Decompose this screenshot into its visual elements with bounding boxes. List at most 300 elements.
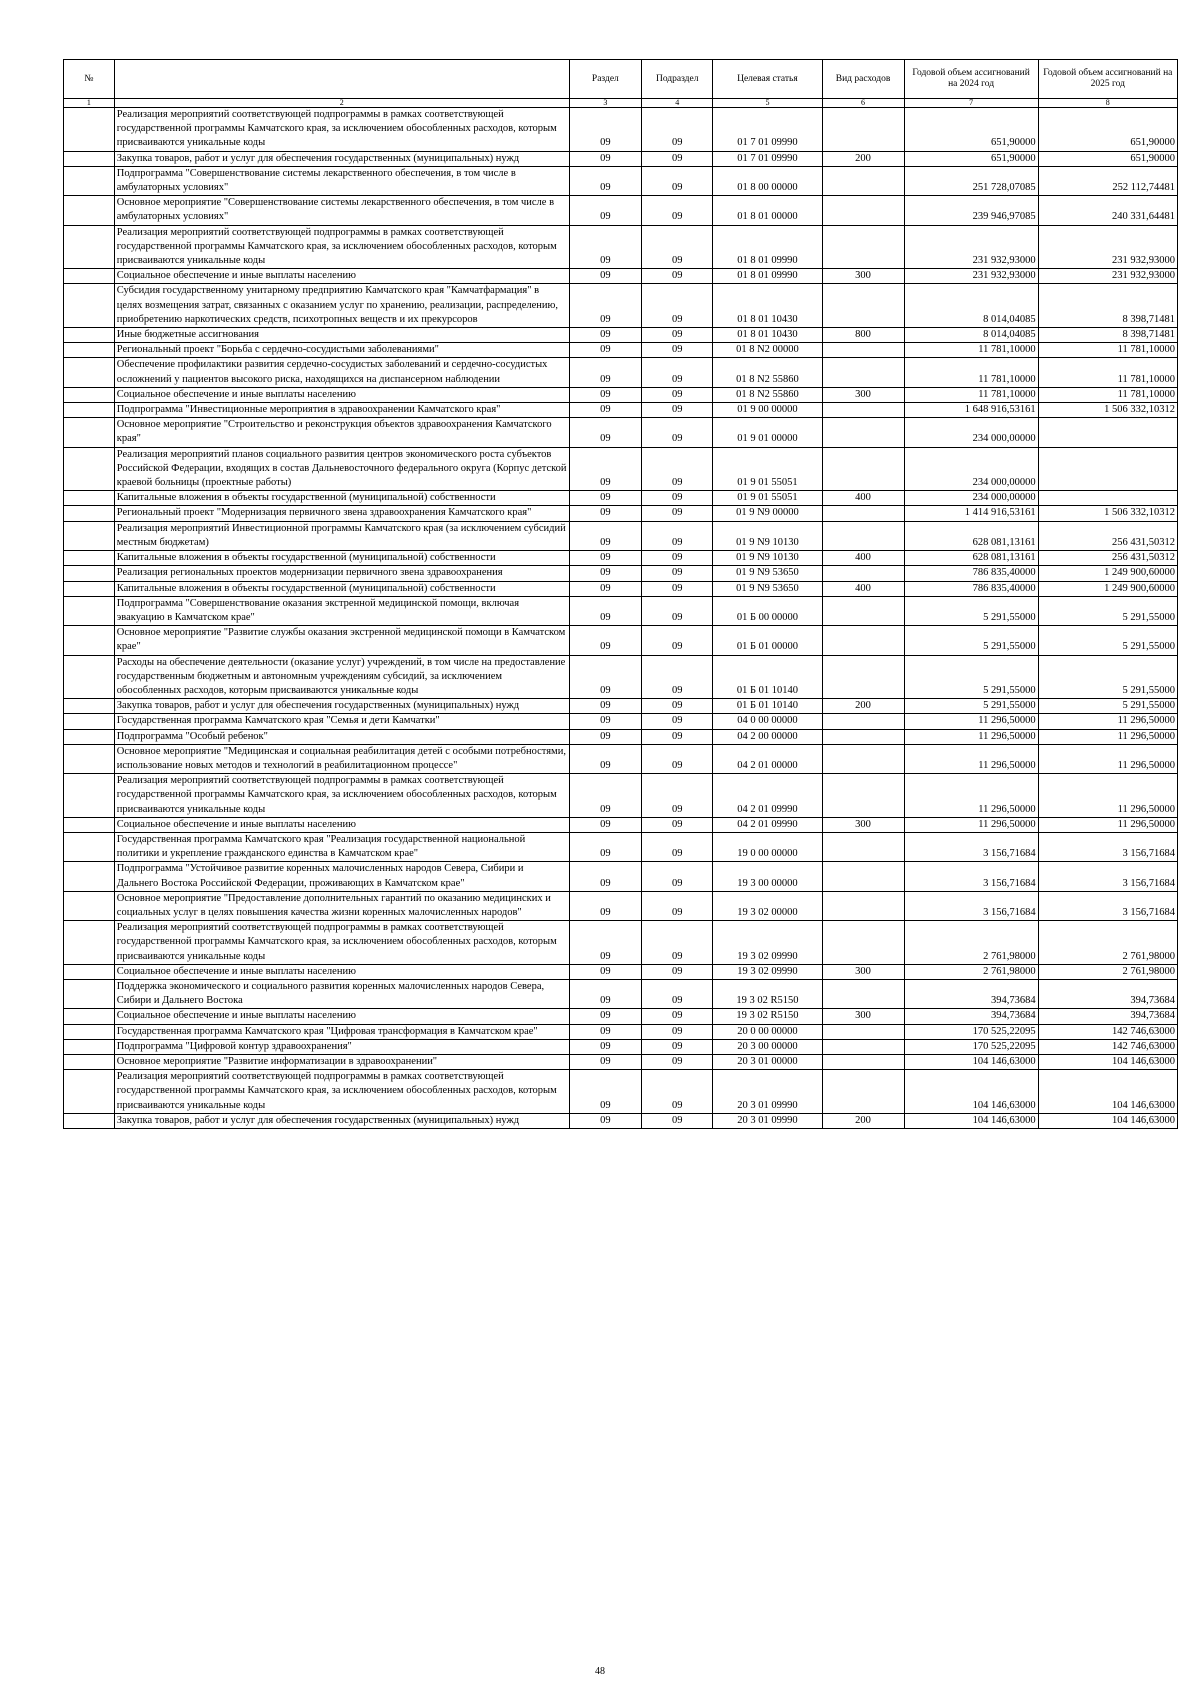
- row-target-article: 01 8 01 00000: [713, 196, 822, 225]
- row-volume-2024: 11 781,10000: [904, 343, 1038, 358]
- row-target-article: 04 2 01 09990: [713, 774, 822, 818]
- row-volume-2024: 11 781,10000: [904, 387, 1038, 402]
- table-row: [64, 1009, 1178, 1024]
- row-volume-2024: 234 000,00000: [904, 418, 1038, 447]
- row-number: [64, 491, 115, 506]
- row-name: Реализация мероприятий соответствующей подпрограммы в рамках соответствующей государственной программы Камчатского края, за исключением обособленных расходов, которым присваиваются уникальные коды: [114, 774, 569, 818]
- budget-table: [63, 59, 1178, 1129]
- row-razdel: 09: [569, 284, 641, 328]
- table-row: [64, 418, 1178, 447]
- row-volume-2025: 8 398,71481: [1038, 284, 1177, 328]
- row-volume-2024: 5 291,55000: [904, 699, 1038, 714]
- row-number: [64, 744, 115, 773]
- row-podrazdel: 09: [642, 387, 713, 402]
- table-row: [64, 151, 1178, 166]
- row-volume-2024: 11 296,50000: [904, 744, 1038, 773]
- table-row: [64, 774, 1178, 818]
- row-volume-2024: 11 296,50000: [904, 714, 1038, 729]
- row-expense-type: 300: [822, 269, 904, 284]
- row-expense-type: [822, 403, 904, 418]
- row-podrazdel: 09: [642, 832, 713, 861]
- row-name: Основное мероприятие "Развитие информатизации в здравоохранении": [114, 1055, 569, 1070]
- row-name: Подпрограмма "Цифровой контур здравоохранения": [114, 1039, 569, 1054]
- table-row: [64, 699, 1178, 714]
- table-row: [64, 979, 1178, 1008]
- row-razdel: 09: [569, 196, 641, 225]
- row-razdel: 09: [569, 1009, 641, 1024]
- row-razdel: 09: [569, 166, 641, 195]
- row-expense-type: 200: [822, 1113, 904, 1128]
- row-volume-2024: 1 648 916,53161: [904, 403, 1038, 418]
- row-podrazdel: 09: [642, 521, 713, 550]
- row-razdel: 09: [569, 225, 641, 269]
- row-podrazdel: 09: [642, 566, 713, 581]
- row-volume-2024: 628 081,13161: [904, 551, 1038, 566]
- row-number: [64, 581, 115, 596]
- row-target-article: 01 Б 01 10140: [713, 655, 822, 699]
- row-volume-2024: 234 000,00000: [904, 491, 1038, 506]
- row-expense-type: [822, 1070, 904, 1114]
- row-name: Социальное обеспечение и иные выплаты населению: [114, 964, 569, 979]
- row-target-article: 01 8 N2 55860: [713, 387, 822, 402]
- row-podrazdel: 09: [642, 774, 713, 818]
- row-target-article: 19 3 02 09990: [713, 964, 822, 979]
- row-podrazdel: 09: [642, 551, 713, 566]
- row-podrazdel: 09: [642, 491, 713, 506]
- table-row: [64, 387, 1178, 402]
- header-expense-type: Вид расходов: [822, 60, 904, 99]
- row-target-article: 01 8 01 10430: [713, 284, 822, 328]
- row-target-article: 01 Б 00 00000: [713, 596, 822, 625]
- row-number: [64, 1039, 115, 1054]
- row-razdel: 09: [569, 491, 641, 506]
- row-expense-type: 200: [822, 699, 904, 714]
- table-row: [64, 596, 1178, 625]
- row-expense-type: [822, 447, 904, 491]
- row-target-article: 01 9 N9 00000: [713, 506, 822, 521]
- row-volume-2025: 231 932,93000: [1038, 269, 1177, 284]
- column-index-row: [64, 99, 1178, 108]
- row-number: [64, 151, 115, 166]
- row-number: [64, 343, 115, 358]
- row-razdel: 09: [569, 921, 641, 965]
- row-volume-2025: 651,90000: [1038, 108, 1177, 152]
- row-volume-2024: 2 761,98000: [904, 921, 1038, 965]
- row-target-article: 19 3 02 R5150: [713, 979, 822, 1008]
- row-podrazdel: 09: [642, 964, 713, 979]
- table-row: [64, 1055, 1178, 1070]
- row-name: Капитальные вложения в объекты государственной (муниципальной) собственности: [114, 581, 569, 596]
- row-volume-2024: 2 761,98000: [904, 964, 1038, 979]
- row-name: Закупка товаров, работ и услуг для обеспечения государственных (муниципальных) нужд: [114, 699, 569, 714]
- table-row: [64, 655, 1178, 699]
- row-name: Поддержка экономического и социального развития коренных малочисленных народов Севера, Сибири и Дальнего Востока: [114, 979, 569, 1008]
- row-volume-2024: 8 014,04085: [904, 328, 1038, 343]
- row-name: Государственная программа Камчатского края "Цифровая трансформация в Камчатском крае": [114, 1024, 569, 1039]
- table-row: [64, 1024, 1178, 1039]
- row-volume-2025: 104 146,63000: [1038, 1070, 1177, 1114]
- row-number: [64, 269, 115, 284]
- row-podrazdel: 09: [642, 506, 713, 521]
- row-expense-type: [822, 714, 904, 729]
- row-volume-2025: 240 331,64481: [1038, 196, 1177, 225]
- row-target-article: 01 8 N2 55860: [713, 358, 822, 387]
- row-podrazdel: 09: [642, 328, 713, 343]
- row-target-article: 01 8 00 00000: [713, 166, 822, 195]
- header-target-article: Целевая статья: [713, 60, 822, 99]
- row-target-article: 01 9 N9 10130: [713, 521, 822, 550]
- row-volume-2024: 8 014,04085: [904, 284, 1038, 328]
- row-volume-2025: 11 781,10000: [1038, 343, 1177, 358]
- table-row: [64, 714, 1178, 729]
- table-row: [64, 1039, 1178, 1054]
- row-podrazdel: 09: [642, 744, 713, 773]
- row-razdel: 09: [569, 343, 641, 358]
- table-row: [64, 1070, 1178, 1114]
- header-volume-2025: Годовой объем ассигнований на 2025 год: [1038, 60, 1177, 99]
- row-target-article: 01 7 01 09990: [713, 151, 822, 166]
- row-podrazdel: 09: [642, 418, 713, 447]
- row-number: [64, 699, 115, 714]
- row-volume-2024: 239 946,97085: [904, 196, 1038, 225]
- row-target-article: 19 0 00 00000: [713, 832, 822, 861]
- row-name: Реализация мероприятий соответствующей подпрограммы в рамках соответствующей государственной программы Камчатского края, за исключением обособленных расходов, которым присваиваются уникальные коды: [114, 108, 569, 152]
- row-expense-type: [822, 418, 904, 447]
- row-target-article: 19 3 02 00000: [713, 891, 822, 920]
- row-volume-2025: 104 146,63000: [1038, 1113, 1177, 1128]
- row-volume-2024: 11 296,50000: [904, 817, 1038, 832]
- row-target-article: 01 9 N9 10130: [713, 551, 822, 566]
- row-volume-2025: 104 146,63000: [1038, 1055, 1177, 1070]
- table-body: [64, 108, 1178, 1129]
- row-target-article: 01 9 01 55051: [713, 447, 822, 491]
- table-row: [64, 358, 1178, 387]
- row-target-article: 01 9 N9 53650: [713, 566, 822, 581]
- row-razdel: 09: [569, 862, 641, 891]
- row-target-article: 19 3 02 09990: [713, 921, 822, 965]
- table-row: [64, 964, 1178, 979]
- row-volume-2025: 11 296,50000: [1038, 774, 1177, 818]
- row-volume-2024: 3 156,71684: [904, 891, 1038, 920]
- row-volume-2024: 11 296,50000: [904, 774, 1038, 818]
- row-volume-2025: [1038, 418, 1177, 447]
- row-target-article: 20 3 01 00000: [713, 1055, 822, 1070]
- row-razdel: 09: [569, 506, 641, 521]
- table-row: [64, 196, 1178, 225]
- row-expense-type: 400: [822, 581, 904, 596]
- row-name: Расходы на обеспечение деятельности (оказание услуг) учреждений, в том числе на предоставление государственным бюджетным и автономным учреждениям субсидий, за исключением обособленных расходов, которым присваиваются уникальные коды: [114, 655, 569, 699]
- row-podrazdel: 09: [642, 699, 713, 714]
- row-target-article: 01 8 01 09990: [713, 269, 822, 284]
- row-target-article: 01 9 01 00000: [713, 418, 822, 447]
- row-volume-2025: 3 156,71684: [1038, 832, 1177, 861]
- row-volume-2025: [1038, 447, 1177, 491]
- row-volume-2024: 1 414 916,53161: [904, 506, 1038, 521]
- row-volume-2025: 394,73684: [1038, 1009, 1177, 1024]
- row-podrazdel: 09: [642, 1039, 713, 1054]
- row-podrazdel: 09: [642, 1009, 713, 1024]
- row-expense-type: [822, 729, 904, 744]
- row-podrazdel: 09: [642, 1024, 713, 1039]
- row-expense-type: [822, 832, 904, 861]
- table-row: [64, 891, 1178, 920]
- header-name: [114, 60, 569, 99]
- row-number: [64, 979, 115, 1008]
- row-volume-2024: 651,90000: [904, 108, 1038, 152]
- row-expense-type: 300: [822, 387, 904, 402]
- row-razdel: 09: [569, 979, 641, 1008]
- row-volume-2025: 11 296,50000: [1038, 714, 1177, 729]
- row-expense-type: [822, 196, 904, 225]
- row-target-article: 04 2 01 00000: [713, 744, 822, 773]
- row-razdel: 09: [569, 358, 641, 387]
- row-number: [64, 964, 115, 979]
- row-podrazdel: 09: [642, 626, 713, 655]
- row-name: Капитальные вложения в объекты государственной (муниципальной) собственности: [114, 491, 569, 506]
- row-razdel: 09: [569, 1113, 641, 1128]
- table-row: [64, 269, 1178, 284]
- row-razdel: 09: [569, 1070, 641, 1114]
- row-target-article: 20 3 01 09990: [713, 1113, 822, 1128]
- row-number: [64, 387, 115, 402]
- row-target-article: 01 7 01 09990: [713, 108, 822, 152]
- row-name: Подпрограмма "Совершенствование системы лекарственного обеспечения, в том числе в амбулаторных условиях": [114, 166, 569, 195]
- row-number: [64, 1055, 115, 1070]
- header-row: [64, 60, 1178, 99]
- row-name: Реализация мероприятий планов социального развития центров экономического роста субъектов Российской Федерации, входящих в состав Дальневосточного федерального округа (Корпус детской краевой больницы (проектные работы): [114, 447, 569, 491]
- row-razdel: 09: [569, 832, 641, 861]
- row-volume-2024: 5 291,55000: [904, 655, 1038, 699]
- column-index: 7: [904, 99, 1038, 108]
- row-target-article: 01 Б 01 00000: [713, 626, 822, 655]
- row-podrazdel: 09: [642, 655, 713, 699]
- row-name: Обеспечение профилактики развития сердечно-сосудистых заболеваний и сердечно-сосудистых осложнений у пациентов высокого риска, находящихся на диспансерном наблюдении: [114, 358, 569, 387]
- table-row: [64, 862, 1178, 891]
- row-volume-2025: 256 431,50312: [1038, 551, 1177, 566]
- row-number: [64, 566, 115, 581]
- table-row: [64, 447, 1178, 491]
- row-target-article: 01 9 N9 53650: [713, 581, 822, 596]
- row-expense-type: [822, 566, 904, 581]
- row-volume-2025: 1 249 900,60000: [1038, 581, 1177, 596]
- row-podrazdel: 09: [642, 1113, 713, 1128]
- row-number: [64, 521, 115, 550]
- row-number: [64, 447, 115, 491]
- row-number: [64, 596, 115, 625]
- row-number: [64, 358, 115, 387]
- row-volume-2024: 3 156,71684: [904, 862, 1038, 891]
- row-podrazdel: 09: [642, 1055, 713, 1070]
- row-number: [64, 891, 115, 920]
- row-podrazdel: 09: [642, 817, 713, 832]
- row-target-article: 04 0 00 00000: [713, 714, 822, 729]
- row-podrazdel: 09: [642, 921, 713, 965]
- row-expense-type: [822, 225, 904, 269]
- row-podrazdel: 09: [642, 343, 713, 358]
- row-volume-2024: 394,73684: [904, 979, 1038, 1008]
- row-razdel: 09: [569, 596, 641, 625]
- row-volume-2025: 142 746,63000: [1038, 1039, 1177, 1054]
- column-index: 6: [822, 99, 904, 108]
- row-name: Государственная программа Камчатского края "Реализация государственной национальной политики и укрепление гражданского единства в Камчатском крае": [114, 832, 569, 861]
- row-expense-type: [822, 521, 904, 550]
- row-target-article: 19 3 00 00000: [713, 862, 822, 891]
- header-razdel: Раздел: [569, 60, 641, 99]
- row-volume-2025: 11 296,50000: [1038, 817, 1177, 832]
- row-razdel: 09: [569, 521, 641, 550]
- row-razdel: 09: [569, 964, 641, 979]
- column-index: 2: [114, 99, 569, 108]
- row-razdel: 09: [569, 551, 641, 566]
- row-expense-type: [822, 891, 904, 920]
- row-volume-2024: 251 728,07085: [904, 166, 1038, 195]
- row-name: Социальное обеспечение и иные выплаты населению: [114, 1009, 569, 1024]
- row-number: [64, 774, 115, 818]
- row-name: Подпрограмма "Инвестиционные мероприятия в здравоохранении Камчатского края": [114, 403, 569, 418]
- row-expense-type: 400: [822, 551, 904, 566]
- row-podrazdel: 09: [642, 862, 713, 891]
- row-expense-type: [822, 744, 904, 773]
- row-number: [64, 284, 115, 328]
- row-name: Социальное обеспечение и иные выплаты населению: [114, 269, 569, 284]
- row-podrazdel: 09: [642, 581, 713, 596]
- row-target-article: 04 2 00 00000: [713, 729, 822, 744]
- row-volume-2024: 786 835,40000: [904, 581, 1038, 596]
- row-volume-2024: 11 781,10000: [904, 358, 1038, 387]
- row-expense-type: [822, 774, 904, 818]
- table-row: [64, 1113, 1178, 1128]
- row-expense-type: [822, 108, 904, 152]
- row-name: Закупка товаров, работ и услуг для обеспечения государственных (муниципальных) нужд: [114, 1113, 569, 1128]
- row-expense-type: 300: [822, 1009, 904, 1024]
- row-razdel: 09: [569, 581, 641, 596]
- row-expense-type: [822, 343, 904, 358]
- column-index: 4: [642, 99, 713, 108]
- row-name: Субсидия государственному унитарному предприятию Камчатского края "Камчатфармация" в целях возмещения затрат, связанных с оказанием услуг по хранению, реализации, распределению, приобретению наркотических средств, психотропных веществ и их прекурсоров: [114, 284, 569, 328]
- row-podrazdel: 09: [642, 151, 713, 166]
- row-volume-2024: 5 291,55000: [904, 626, 1038, 655]
- row-podrazdel: 09: [642, 196, 713, 225]
- row-razdel: 09: [569, 714, 641, 729]
- row-razdel: 09: [569, 566, 641, 581]
- row-volume-2025: 8 398,71481: [1038, 328, 1177, 343]
- row-number: [64, 403, 115, 418]
- row-volume-2025: 2 761,98000: [1038, 921, 1177, 965]
- row-volume-2024: 5 291,55000: [904, 596, 1038, 625]
- row-name: Региональный проект "Модернизация первичного звена здравоохранения Камчатского края": [114, 506, 569, 521]
- row-volume-2025: 1 249 900,60000: [1038, 566, 1177, 581]
- table-row: [64, 551, 1178, 566]
- row-podrazdel: 09: [642, 284, 713, 328]
- row-razdel: 09: [569, 447, 641, 491]
- row-expense-type: [822, 1055, 904, 1070]
- row-volume-2025: [1038, 491, 1177, 506]
- row-razdel: 09: [569, 418, 641, 447]
- row-number: [64, 832, 115, 861]
- row-volume-2024: 628 081,13161: [904, 521, 1038, 550]
- row-razdel: 09: [569, 108, 641, 152]
- row-podrazdel: 09: [642, 729, 713, 744]
- row-podrazdel: 09: [642, 166, 713, 195]
- table-row: [64, 626, 1178, 655]
- row-razdel: 09: [569, 699, 641, 714]
- row-razdel: 09: [569, 1055, 641, 1070]
- row-name: Основное мероприятие "Предоставление дополнительных гарантий по оказанию медицинских и социальных услуг в целях повышения качества жизни коренных малочисленных народов": [114, 891, 569, 920]
- row-target-article: 01 9 01 55051: [713, 491, 822, 506]
- row-volume-2025: 1 506 332,10312: [1038, 506, 1177, 521]
- row-podrazdel: 09: [642, 225, 713, 269]
- row-razdel: 09: [569, 774, 641, 818]
- row-volume-2024: 104 146,63000: [904, 1055, 1038, 1070]
- row-podrazdel: 09: [642, 269, 713, 284]
- row-expense-type: [822, 626, 904, 655]
- row-volume-2024: 786 835,40000: [904, 566, 1038, 581]
- row-name: Государственная программа Камчатского края "Семья и дети Камчатки": [114, 714, 569, 729]
- row-number: [64, 817, 115, 832]
- row-razdel: 09: [569, 151, 641, 166]
- row-number: [64, 166, 115, 195]
- table-row: [64, 744, 1178, 773]
- column-index: 5: [713, 99, 822, 108]
- table-row: [64, 581, 1178, 596]
- table-row: [64, 343, 1178, 358]
- table-row: [64, 521, 1178, 550]
- row-name: Реализация мероприятий соответствующей подпрограммы в рамках соответствующей государственной программы Камчатского края, за исключением обособленных расходов, которым присваиваются уникальные коды: [114, 225, 569, 269]
- row-volume-2024: 231 932,93000: [904, 225, 1038, 269]
- row-number: [64, 714, 115, 729]
- row-razdel: 09: [569, 655, 641, 699]
- row-volume-2025: 256 431,50312: [1038, 521, 1177, 550]
- row-volume-2025: 1 506 332,10312: [1038, 403, 1177, 418]
- row-name: Социальное обеспечение и иные выплаты населению: [114, 817, 569, 832]
- column-index: 1: [64, 99, 115, 108]
- row-razdel: 09: [569, 403, 641, 418]
- row-name: Реализация мероприятий соответствующей подпрограммы в рамках соответствующей государственной программы Камчатского края, за исключением обособленных расходов, которым присваиваются уникальные коды: [114, 1070, 569, 1114]
- row-target-article: 01 Б 01 10140: [713, 699, 822, 714]
- row-volume-2025: 231 932,93000: [1038, 225, 1177, 269]
- row-expense-type: [822, 284, 904, 328]
- table-row: [64, 566, 1178, 581]
- row-name: Реализация мероприятий Инвестиционной программы Камчатского края (за исключением субсидий местным бюджетам): [114, 521, 569, 550]
- row-podrazdel: 09: [642, 891, 713, 920]
- row-expense-type: [822, 506, 904, 521]
- row-volume-2025: 5 291,55000: [1038, 699, 1177, 714]
- row-name: Реализация региональных проектов модернизации первичного звена здравоохранения: [114, 566, 569, 581]
- row-number: [64, 921, 115, 965]
- table-row: [64, 817, 1178, 832]
- table-row: [64, 491, 1178, 506]
- row-volume-2025: 5 291,55000: [1038, 626, 1177, 655]
- row-target-article: 20 3 00 00000: [713, 1039, 822, 1054]
- row-razdel: 09: [569, 891, 641, 920]
- row-razdel: 09: [569, 387, 641, 402]
- table-row: [64, 506, 1178, 521]
- row-volume-2024: 170 525,22095: [904, 1024, 1038, 1039]
- row-target-article: 04 2 01 09990: [713, 817, 822, 832]
- table-row: [64, 284, 1178, 328]
- table-row: [64, 108, 1178, 152]
- row-podrazdel: 09: [642, 714, 713, 729]
- table-row: [64, 403, 1178, 418]
- row-name: Социальное обеспечение и иные выплаты населению: [114, 387, 569, 402]
- row-volume-2025: 11 781,10000: [1038, 358, 1177, 387]
- row-number: [64, 1113, 115, 1128]
- row-volume-2025: 11 781,10000: [1038, 387, 1177, 402]
- row-number: [64, 862, 115, 891]
- row-podrazdel: 09: [642, 979, 713, 1008]
- row-razdel: 09: [569, 328, 641, 343]
- row-expense-type: [822, 979, 904, 1008]
